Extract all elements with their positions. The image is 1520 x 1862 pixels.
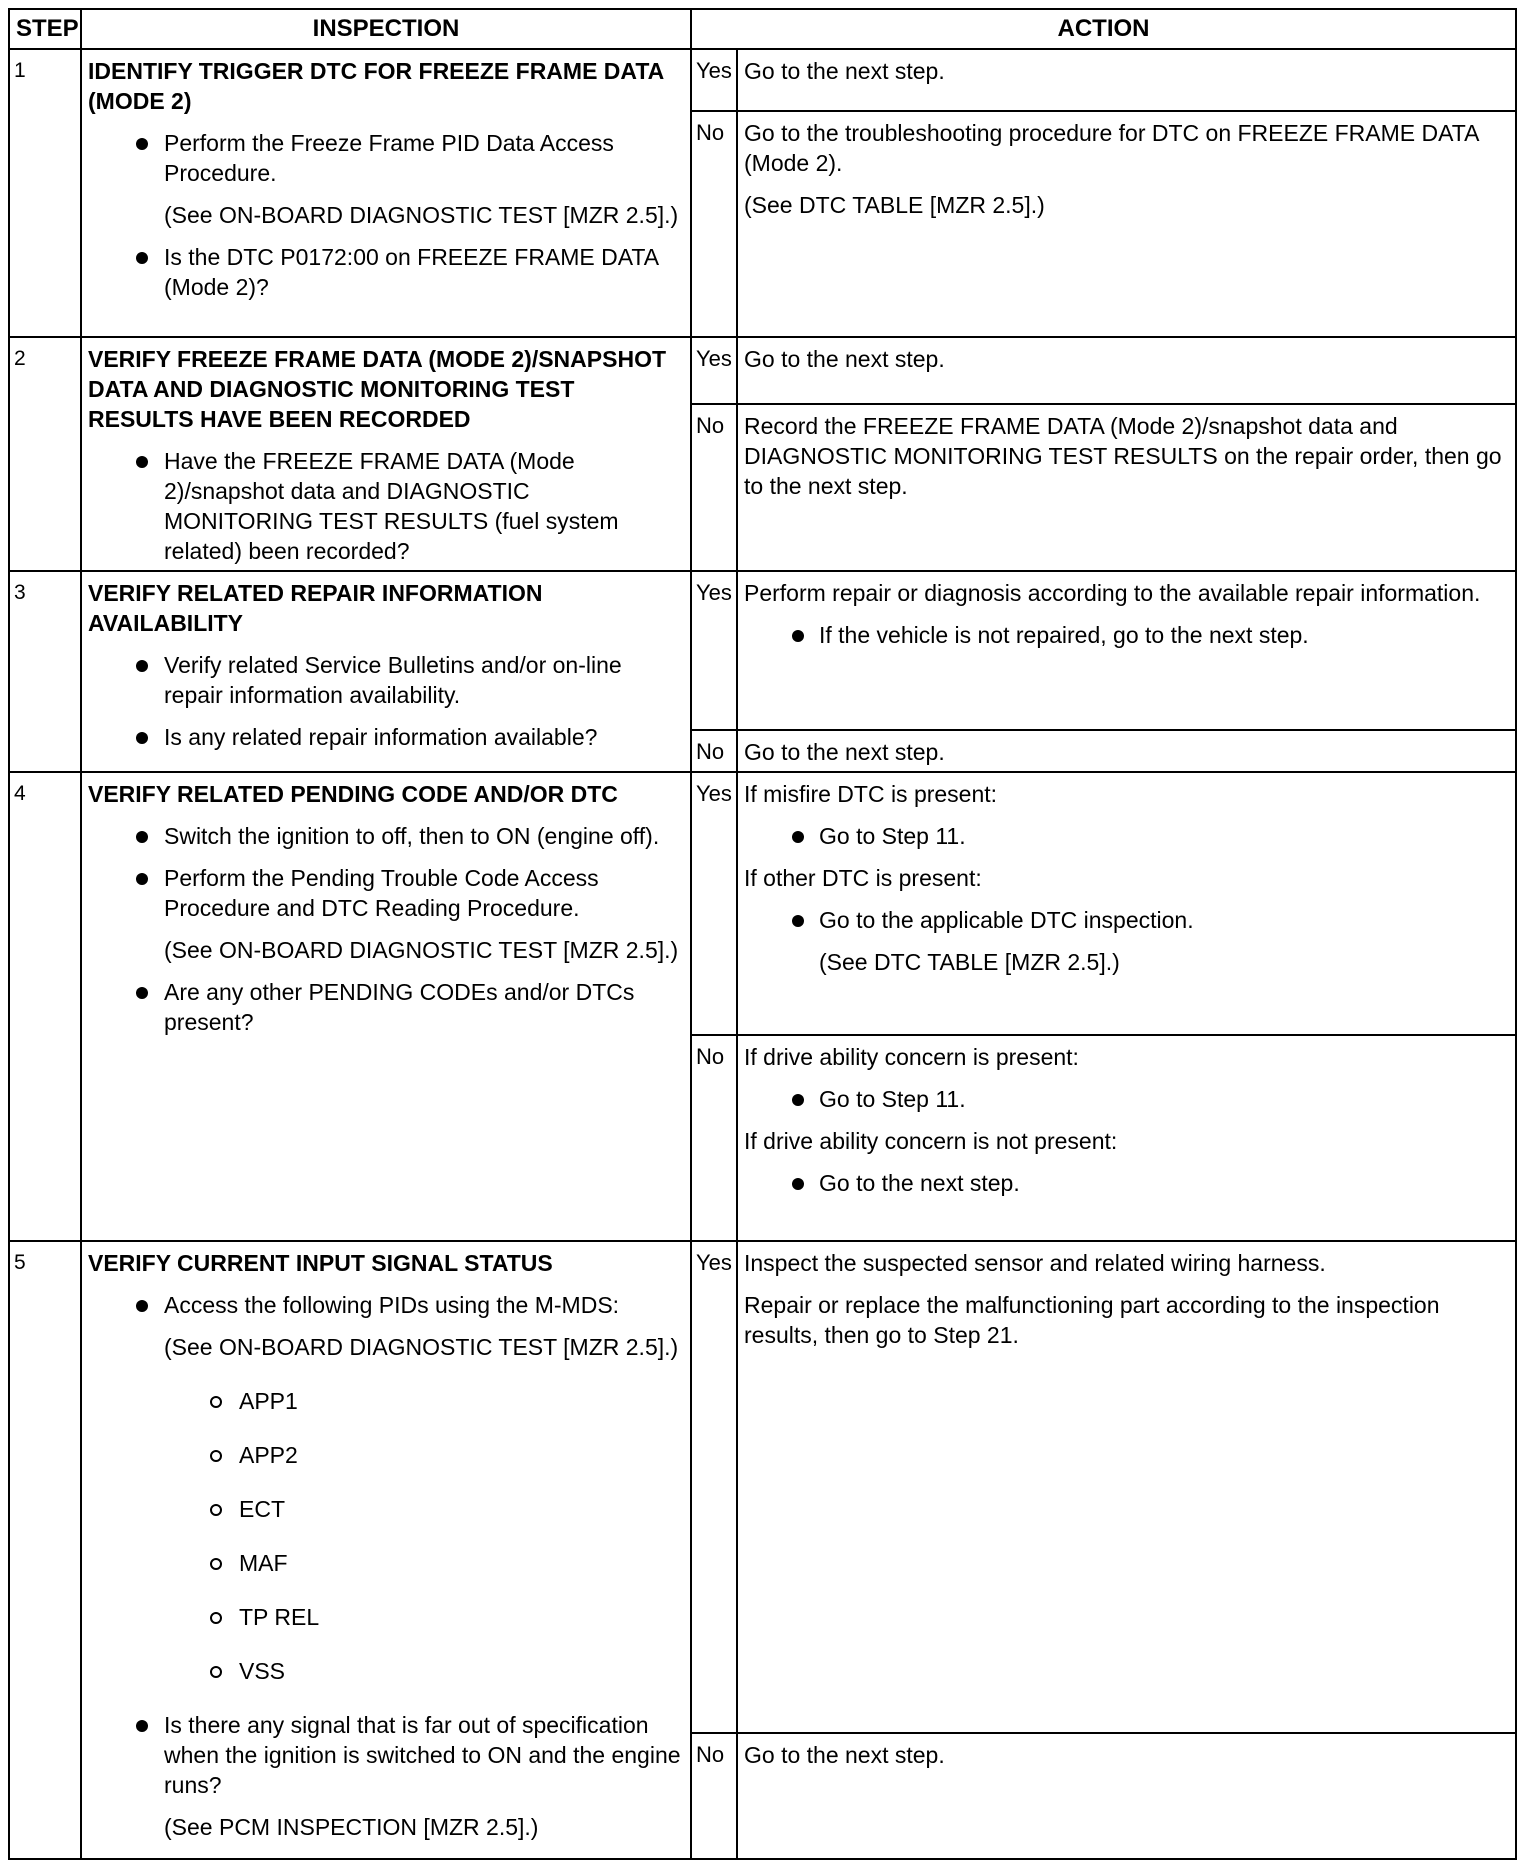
step-3-yes-row [9,571,1516,730]
action-text: If drive ability concern is not present: [744,1128,1118,1154]
action-bullet: Go to the applicable DTC inspection. [744,905,1509,935]
action-bullet: Go to Step 11. [744,1084,1509,1114]
action-text: Go to the next step. [744,1742,945,1768]
no-label: No [691,730,737,772]
pid-item: APP1 [88,1386,684,1416]
reference-text: (See DTC TABLE [MZR 2.5].) [744,192,1045,218]
action-text: Go to the troubleshooting procedure for DTC on FREEZE FRAME DATA (Mode 2). [744,120,1479,176]
action-text: If misfire DTC is present: [744,781,998,807]
bullet-item: Switch the ignition to off, then to ON (engine off). [88,821,684,851]
reference-text: (See ON-BOARD DIAGNOSTIC TEST [MZR 2.5].) [164,1334,679,1360]
yes-label: Yes [691,571,737,730]
step-title: IDENTIFY TRIGGER DTC FOR FREEZE FRAME DATA (MODE 2) [88,58,664,114]
no-action [737,1733,1516,1859]
yes-label: Yes [691,772,737,1035]
step-3-inspection [81,571,691,772]
bullet-item: Have the FREEZE FRAME DATA (Mode 2)/snapshot data and DIAGNOSTIC MONITORING TEST RESULTS (fuel system related) been recorded? [88,446,684,566]
step-number: 4 [9,772,81,1241]
step-4-yes-row [9,772,1516,1035]
action-text: Perform repair or diagnosis according to the available repair information. [744,580,1481,606]
step-2-inspection [81,337,691,571]
no-label: No [691,404,737,571]
bullet-item: Are any other PENDING CODEs and/or DTCs present? [88,977,684,1037]
yes-action [737,1241,1516,1733]
step-number: 3 [9,571,81,772]
pid-item: VSS [88,1656,684,1686]
bullet-item: Perform the Freeze Frame PID Data Access Procedure. [88,128,684,188]
step-5-yes-row [9,1241,1516,1733]
step-number: 5 [9,1241,81,1859]
pid-item: ECT [88,1494,684,1524]
pid-item: MAF [88,1548,684,1578]
step-title: VERIFY RELATED PENDING CODE AND/OR DTC [88,781,618,807]
step-1-yes-row [9,49,1516,111]
no-label: No [691,1035,737,1241]
bullet-item: Is any related repair information available? [88,722,684,752]
step-title: VERIFY FREEZE FRAME DATA (MODE 2)/SNAPSHOT DATA AND DIAGNOSTIC MONITORING TEST RESULTS HAVE BEEN RECORDED [88,346,667,432]
action-bullet: Go to the next step. [744,1168,1509,1198]
action-text: Record the FREEZE FRAME DATA (Mode 2)/snapshot data and DIAGNOSTIC MONITORING TEST RESULTS on the repair order, then go to the next step. [744,412,1502,499]
action-text: Go to the next step. [744,739,945,765]
yes-label: Yes [691,337,737,404]
reference-text: (See PCM INSPECTION [MZR 2.5].) [164,1814,539,1840]
bullet-item: Is the DTC P0172:00 on FREEZE FRAME DATA (Mode 2)? [88,242,684,302]
step-5-inspection [81,1241,691,1859]
bullet-item: Access the following PIDs using the M-MDS: [88,1290,684,1320]
action-text: If drive ability concern is present: [744,1044,1079,1070]
bullet-item: Is there any signal that is far out of specification when the ignition is switched to ON and the engine runs? [88,1710,684,1800]
reference-text: (See DTC TABLE [MZR 2.5].) [819,949,1120,975]
reference-text: (See ON-BOARD DIAGNOSTIC TEST [MZR 2.5].) [164,202,679,228]
yes-label: Yes [691,1241,737,1733]
yes-action [737,49,1516,111]
no-action [737,730,1516,772]
header-step: STEP [9,9,81,49]
step-1-inspection [81,49,691,337]
yes-action [737,772,1516,1035]
action-text: Inspect the suspected sensor and related wiring harness. [744,1250,1326,1276]
bullet-item: Verify related Service Bulletins and/or on-line repair information availability. [88,650,684,710]
yes-label: Yes [691,49,737,111]
header-row [9,9,1516,49]
diagnostic-procedure-table [8,8,1517,1860]
step-title: VERIFY RELATED REPAIR INFORMATION AVAILABILITY [88,580,543,636]
pid-item: TP REL [88,1602,684,1632]
pid-item: APP2 [88,1440,684,1470]
step-4-inspection [81,772,691,1241]
action-bullet: Go to Step 11. [744,821,1509,851]
no-action [737,1035,1516,1241]
action-bullet: If the vehicle is not repaired, go to the next step. [744,620,1509,650]
header-action: ACTION [691,9,1516,49]
step-number: 1 [9,49,81,337]
no-action [737,111,1516,337]
action-text: Go to the next step. [744,58,945,84]
action-text: If other DTC is present: [744,865,982,891]
no-label: No [691,111,737,337]
header-inspection: INSPECTION [81,9,691,49]
step-number: 2 [9,337,81,571]
step-2-yes-row [9,337,1516,404]
action-text: Repair or replace the malfunctioning part according to the inspection results, then go to Step 21. [744,1292,1440,1348]
yes-action [737,571,1516,730]
reference-text: (See ON-BOARD DIAGNOSTIC TEST [MZR 2.5].) [164,937,679,963]
step-title: VERIFY CURRENT INPUT SIGNAL STATUS [88,1250,553,1276]
bullet-item: Perform the Pending Trouble Code Access Procedure and DTC Reading Procedure. [88,863,684,923]
yes-action [737,337,1516,404]
no-action [737,404,1516,571]
no-label: No [691,1733,737,1859]
action-text: Go to the next step. [744,346,945,372]
